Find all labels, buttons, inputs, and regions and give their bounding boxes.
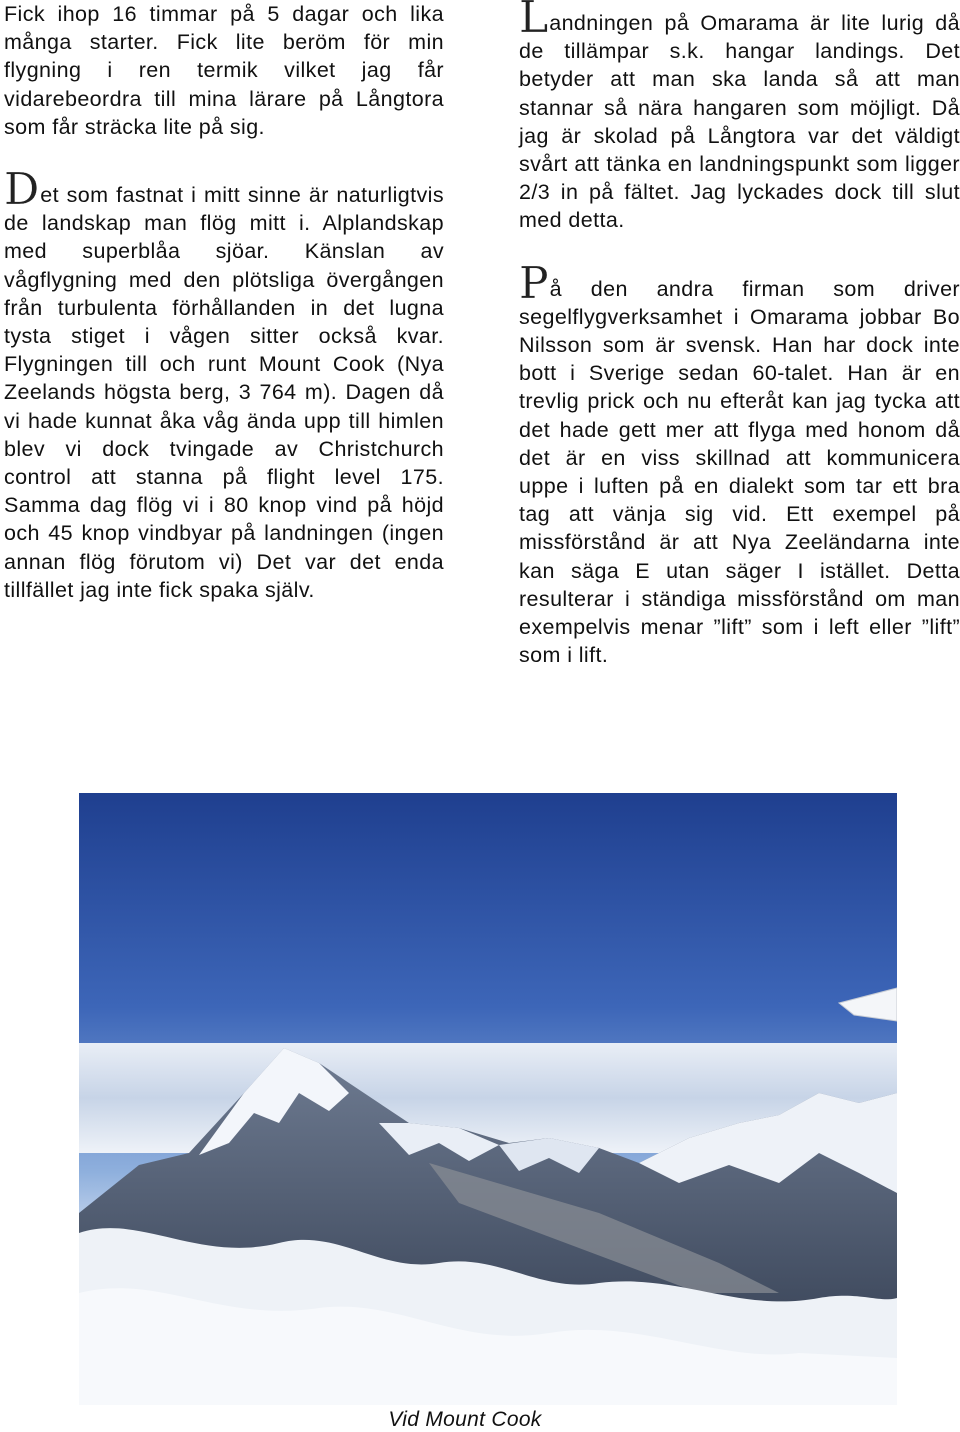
right-paragraph-1 <box>519 0 960 235</box>
right-column <box>519 0 960 669</box>
drop-cap: L <box>519 0 549 43</box>
paragraph-text: andningen på Omarama är lite lurig då de tillämpar s.k. hangar landings. Det betyder att man ska landa så att man stannar så nära hangaren som möjligt. Då jag är skolad på Långtora var det väldigt svårt att tänka en landningspunkt som ligger 2/3 in på fältet. Jag lyckades dock till slut med detta. <box>519 11 960 233</box>
left-paragraph-1: Fick ihop 16 timmar på 5 dagar och lika många starter. Fick lite beröm för min flygning i ren termik vilket jag får vidarebeordra till mina lärare på Långtora som får sträcka lite på sig. <box>4 2 444 139</box>
drop-cap: P <box>519 257 549 309</box>
caption-text: Vid Mount Cook <box>388 1408 542 1431</box>
left-column <box>4 0 444 604</box>
right-paragraph-2 <box>519 257 960 670</box>
paragraph-text: å den andra firman som driver segelflygverksamhet i Omarama jobbar Bo Nilsson som är svensk. Han har dock inte bott i Sverige sedan 60-talet. Han är en trevlig prick och nu efteråt kan jag tycka att det hade gett mer att flyga med honom då det är en viss skillnad att kommunicera uppe i luften på en dialekt som tar ett bra tag att vänja sig vid. Ett exempel på missförstånd är att Nya Zeeländarna inte kan säga E utan säger I istället. Detta resulterar i ständiga missförstånd om man exempelvis menar ”lift” som i left eller ”lift” som i lift. <box>519 276 960 668</box>
paragraph-text: et som fastnat i mitt sinne är naturligtvis de landskap man flög mitt i. Alplandskap med superblåa sjöar. Känslan av vågflygning med den plötsliga övergången från turbulenta förhållanden in det lugna tysta stiget i vågen sitter också kvar. Flygningen till och runt Mount Cook (Nya Zeelands högsta berg, 3 764 m). Dagen då vi hade kunnat åka våg ända upp till himlen blev vi dock tvingade av Christchurch control att stanna på flight level 175. Samma dag flög vi i 80 knop vind på höjd och 45 knop vindbyar på landningen (ingen annan flög förutom vi) Det var det enda tillfället jag inte fick spaka själv. <box>4 183 444 602</box>
left-paragraph-2 <box>4 164 444 604</box>
drop-cap: D <box>4 164 40 216</box>
mount-cook-photo <box>79 793 897 1405</box>
photo-caption <box>0 1408 930 1432</box>
